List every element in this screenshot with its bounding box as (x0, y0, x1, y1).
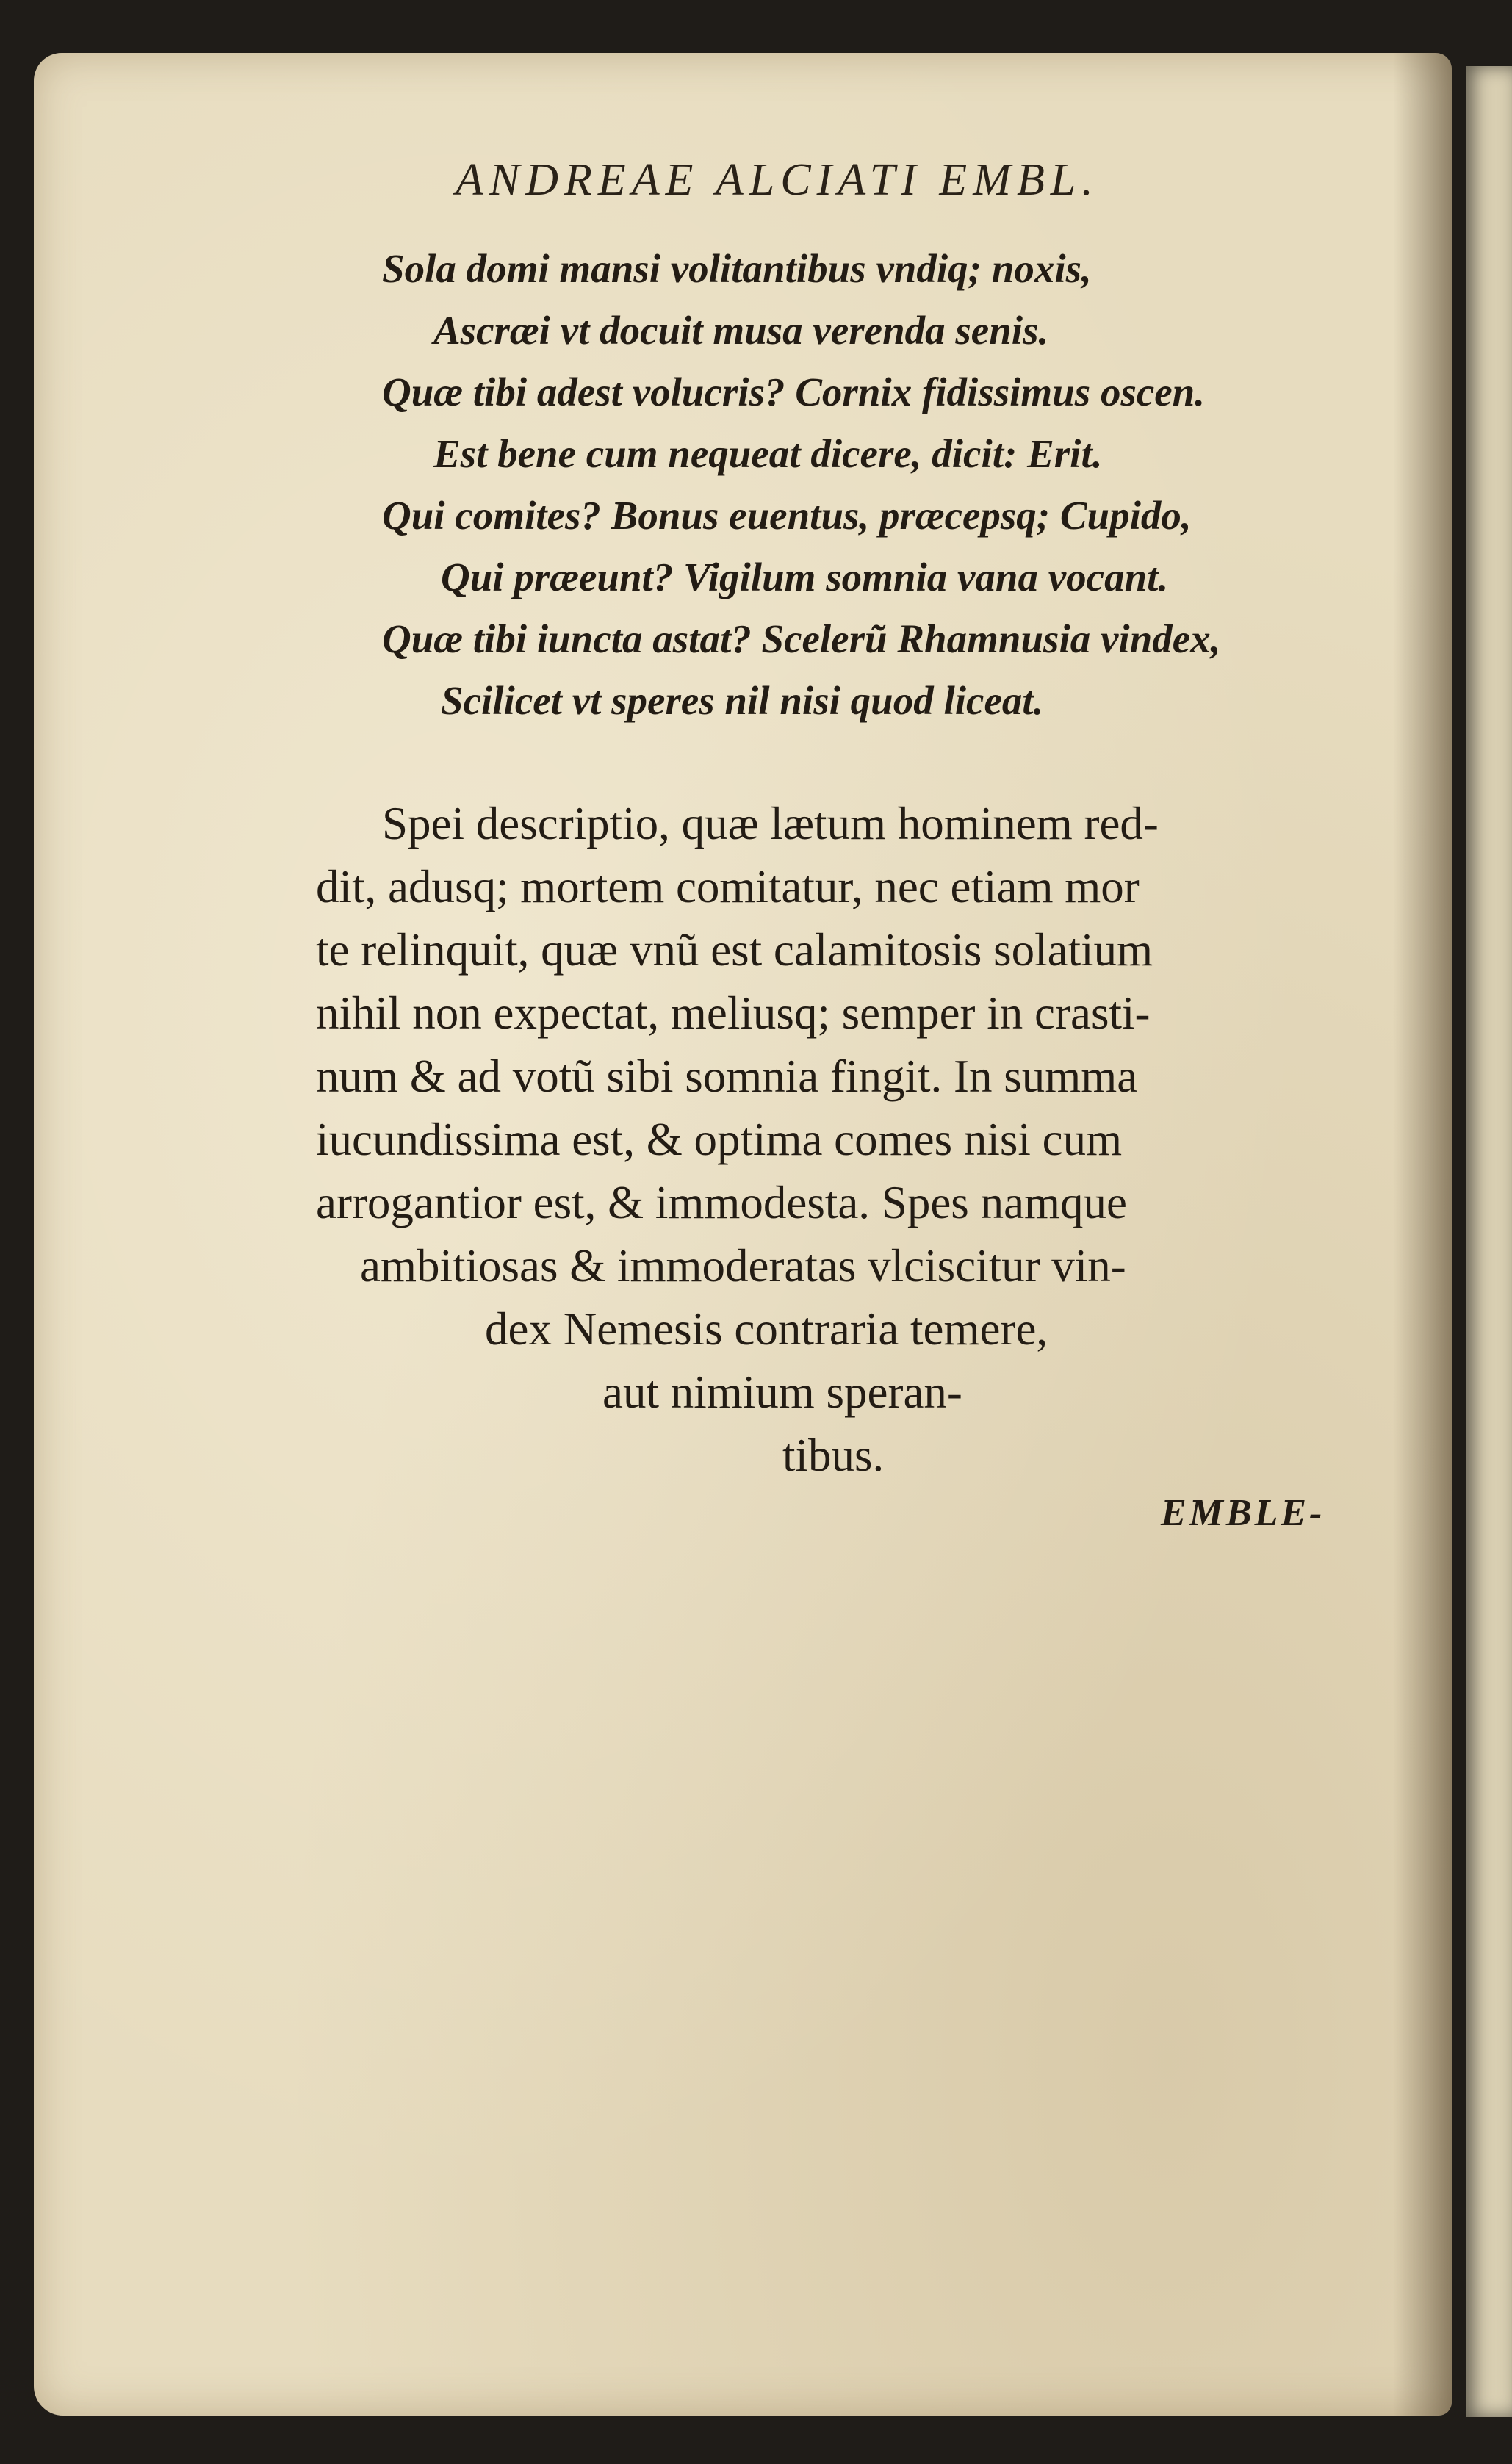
page-gutter-shadow (1393, 53, 1452, 2416)
adjacent-page-edge (1466, 66, 1512, 2417)
commentary-line-9: dex Nemesis contraria temere, (485, 1303, 1048, 1355)
commentary-line-5: num & ad votũ sibi somnia fingit. In summa (316, 1051, 1138, 1102)
verse-line-8: Scilicet vt speres nil nisi quod liceat. (441, 678, 1044, 723)
verse-line-5: Qui comites? Bonus euentus, præcepsq; Cupido, (382, 493, 1192, 538)
commentary-line-10: aut nimium speran- (602, 1366, 962, 1418)
verse-line-2: Ascræi vt docuit musa verenda senis. (433, 308, 1049, 353)
commentary-line-11: tibus. (782, 1430, 885, 1481)
commentary-line-7: arrogantior est, & immodesta. Spes namque (316, 1177, 1128, 1228)
commentary-line-8: ambitiosas & immoderatas vlciscitur vin- (360, 1240, 1126, 1292)
commentary-line-6: iucundissima est, & optima comes nisi cum (316, 1114, 1123, 1165)
catchword: EMBLE- (1161, 1492, 1325, 1534)
verse-line-7: Quæ tibi iuncta astat? Scelerũ Rhamnusia vindex, (382, 616, 1221, 661)
verse-line-6: Qui præeunt? Vigilum somnia vana vocant. (441, 555, 1169, 599)
commentary-line-4: nihil non expectat, meliusq; semper in crasti- (316, 987, 1151, 1039)
verse-line-4: Est bene cum nequeat dicere, dicit: Erit. (433, 431, 1103, 476)
commentary-line-2: dit, adusq; mortem comitatur, nec etiam mor (316, 861, 1140, 912)
verse-line-1: Sola domi mansi volitantibus vndiq; noxis, (382, 246, 1092, 291)
running-title: ANDREAE ALCIATI EMBL. (456, 155, 1099, 205)
commentary-line-3: te relinquit, quæ vnũ est calamitosis solatium (316, 924, 1153, 976)
commentary-line-1: Spei descriptio, quæ lætum hominem red- (382, 798, 1159, 849)
verse-line-3: Quæ tibi adest volucris? Cornix fidissimus oscen. (382, 370, 1206, 414)
